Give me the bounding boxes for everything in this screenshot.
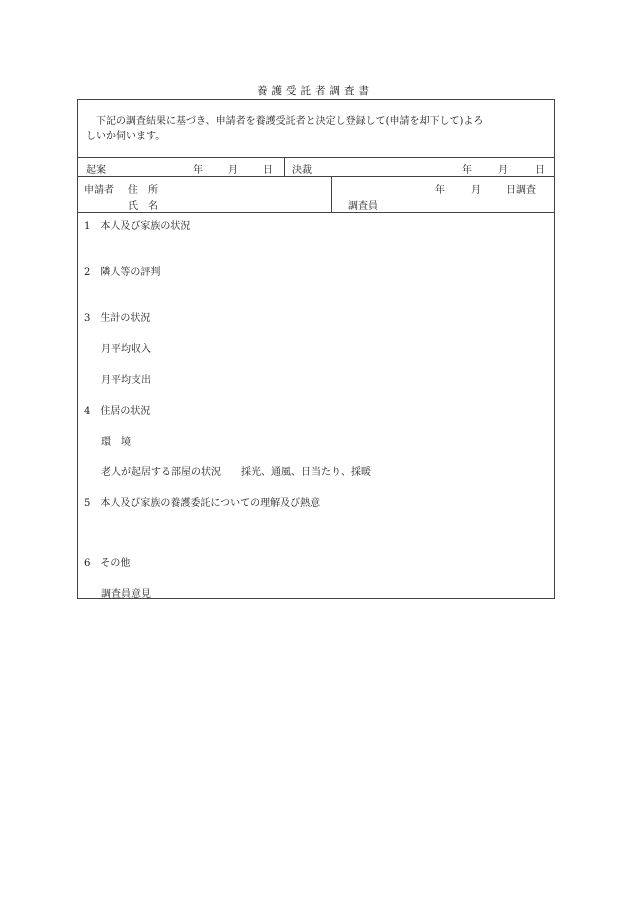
survey-sections	[78, 213, 554, 598]
applicant-divider	[331, 177, 332, 212]
draft-label: 起案	[86, 165, 106, 176]
approval-row	[78, 158, 554, 177]
decision-month: 月	[498, 165, 508, 176]
draft-month: 月	[228, 165, 238, 176]
draft-year: 年	[193, 165, 203, 176]
section-1-heading: 1 本人及び家族の状況	[84, 221, 191, 232]
applicant-label: 申請者	[84, 185, 114, 196]
decision-day: 日	[535, 165, 545, 176]
investigator-label: 調査員	[348, 201, 378, 212]
investigator-opinion-label: 調査員意見	[101, 589, 151, 600]
section-2-heading: 2 隣人等の評判	[84, 267, 161, 278]
survey-month: 月	[471, 185, 481, 196]
name-label: 氏 名	[128, 201, 158, 212]
room-condition-label: 老人が起居する部屋の状況 採光、通風、日当たり、採暖	[101, 467, 371, 478]
applicant-row	[78, 177, 554, 213]
decision-label: 決裁	[292, 165, 312, 176]
address-label: 住 所	[128, 185, 158, 196]
environment-label: 環 境	[101, 437, 131, 448]
section-5-heading: 5 本人及び家族の養護委託についての理解及び熱意	[84, 498, 321, 509]
document-title: 養護受託者調査書	[257, 85, 373, 97]
section-6-heading: 6 その他	[84, 558, 131, 569]
draft-day: 日	[263, 165, 273, 176]
section-3-heading: 3 生計の状況	[84, 313, 151, 324]
decision-year: 年	[462, 165, 472, 176]
intro-line-1: 下記の調査結果に基づき、申請者を養護受託者と決定し登録して(申請を却下して)よろ	[96, 116, 484, 127]
section-4-heading: 4 住居の状況	[84, 406, 151, 417]
approval-divider	[284, 158, 285, 176]
monthly-income-label: 月平均収入	[101, 344, 151, 355]
survey-day: 日調査	[506, 185, 536, 196]
intro-line-2: しいか伺います。	[86, 131, 166, 142]
intro-text	[78, 100, 554, 158]
survey-form	[77, 99, 555, 599]
survey-year: 年	[435, 185, 445, 196]
monthly-expense-label: 月平均支出	[101, 375, 151, 386]
